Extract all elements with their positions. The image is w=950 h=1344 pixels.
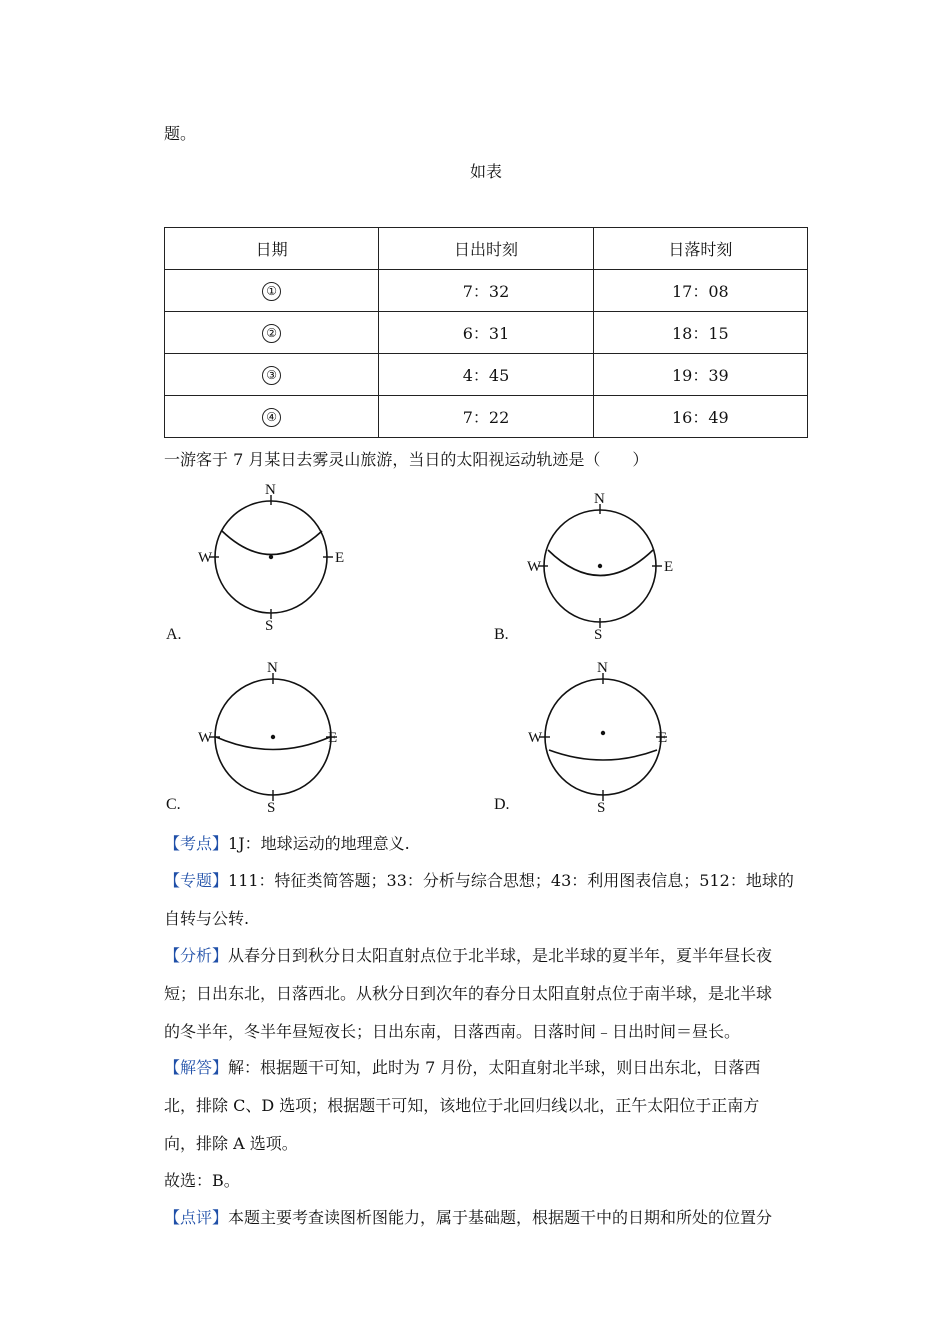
observer-dot: [598, 564, 602, 568]
header-date: 日期: [165, 228, 379, 270]
table-caption: 如表: [469, 162, 502, 181]
north-label: N: [265, 482, 276, 498]
option-a-label[interactable]: A.: [166, 626, 182, 643]
row-date: ③: [262, 366, 281, 385]
observer-dot: [271, 735, 275, 739]
fenxi-tag: 【分析】: [164, 946, 229, 965]
observer-dot: [601, 731, 605, 735]
option-b-label[interactable]: B.: [494, 626, 509, 643]
jieda-tag: 【解答】: [164, 1058, 229, 1077]
zhuanti-line2: 自转与公转.: [164, 909, 250, 928]
jieda-line2: 北，排除 C、D 选项；根据题干可知，该地位于北回归线以北，正午太阳位于正南方: [164, 1096, 760, 1115]
sun-path: [548, 550, 653, 576]
option-c-diagram[interactable]: [198, 660, 348, 816]
sun-path: [549, 750, 657, 760]
kaodian-tag: 【考点】: [164, 834, 229, 853]
row-sunset: 17：08: [593, 270, 807, 312]
east-label: E: [658, 730, 668, 746]
row-sunrise: 7：22: [379, 396, 593, 438]
west-label: W: [198, 550, 213, 566]
row-date: ②: [262, 324, 281, 343]
south-label: S: [267, 800, 276, 816]
table-row: [165, 312, 808, 354]
row-date: ④: [262, 408, 281, 427]
section-zhuanti: [164, 871, 808, 929]
north-label: N: [267, 660, 278, 676]
dianping-text: 本题主要考查读图析图能力，属于基础题，根据题干中的日期和所处的位置分: [228, 1208, 773, 1227]
fenxi-line2: 短；日出东北，日落西北。从秋分日到次年的春分日太阳直射点位于南半球，是北半球: [164, 984, 773, 1003]
west-label: W: [528, 730, 543, 746]
zhuanti-line1: 111：特征类简答题；33：分析与综合思想；43：利用图表信息；512：地球的: [228, 871, 794, 890]
answer-text: 故选：B。: [164, 1171, 240, 1190]
south-label: S: [265, 618, 274, 634]
fenxi-line1: 从春分日到秋分日太阳直射点位于北半球，是北半球的夏半年，夏半年昼长夜: [228, 946, 773, 965]
fenxi-line3: 的冬半年，冬半年昼短夜长；日出东南，日落西南。日落时间﹣日出时间＝昼长。: [164, 1022, 741, 1041]
option-c-label[interactable]: C.: [166, 796, 181, 813]
horizon-circle: [545, 679, 661, 795]
jieda-line1: 解：根据题干可知，此时为 7 月份，太阳直射北半球，则日出东北，日落西: [228, 1058, 761, 1077]
row-sunrise: 6：31: [379, 312, 593, 354]
option-b-diagram[interactable]: [527, 493, 677, 643]
sunrise-sunset-table: [164, 227, 808, 438]
table-row: [165, 396, 808, 438]
south-label: S: [597, 800, 606, 816]
east-label: E: [335, 550, 345, 566]
header-sunset: 日落时刻: [593, 228, 807, 270]
dianping-tag: 【点评】: [164, 1208, 229, 1227]
row-sunset: 19：39: [593, 354, 807, 396]
question-text: 一游客于 7 月某日去雾灵山旅游，当日的太阳视运动轨迹是（ ）: [164, 450, 649, 469]
table-row: [165, 354, 808, 396]
section-jieda: [164, 1058, 808, 1154]
west-label: W: [198, 730, 213, 746]
observer-dot: [269, 555, 273, 559]
top-text: 题。: [164, 124, 197, 143]
row-date: ①: [262, 282, 281, 301]
row-sunrise: 7：32: [379, 270, 593, 312]
table-row: [165, 270, 808, 312]
north-label: N: [594, 491, 605, 507]
south-label: S: [594, 627, 603, 643]
zhuanti-tag: 【专题】: [164, 871, 229, 890]
section-kaodian: [164, 834, 808, 854]
option-d-label[interactable]: D.: [494, 796, 510, 813]
section-dianping: [164, 1208, 808, 1228]
east-label: E: [664, 559, 674, 575]
west-label: W: [527, 559, 542, 575]
option-a-diagram[interactable]: [198, 484, 348, 634]
kaodian-text: 1J：地球运动的地理意义.: [228, 834, 410, 853]
option-d-diagram[interactable]: [528, 660, 678, 816]
jieda-line3: 向，排除 A 选项。: [164, 1134, 298, 1153]
row-sunset: 16：49: [593, 396, 807, 438]
north-label: N: [597, 660, 608, 676]
row-sunset: 18：15: [593, 312, 807, 354]
row-sunrise: 4：45: [379, 354, 593, 396]
east-label: E: [328, 730, 338, 746]
section-fenxi: [164, 946, 808, 1042]
sun-path: [222, 531, 322, 555]
table-header-row: [165, 228, 808, 270]
header-sunrise: 日出时刻: [379, 228, 593, 270]
